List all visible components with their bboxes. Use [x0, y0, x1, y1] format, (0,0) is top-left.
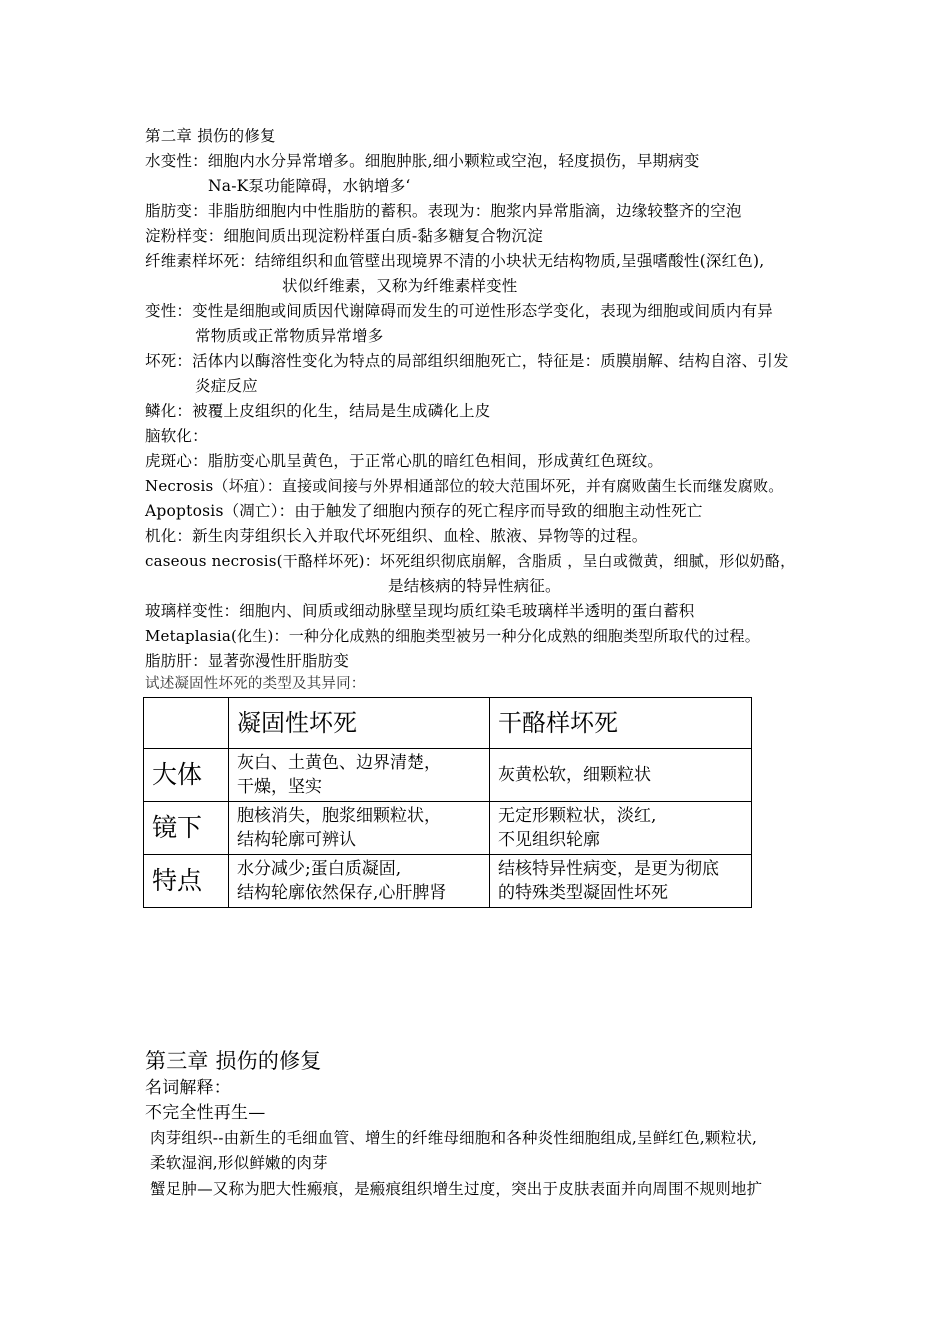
text-line: caseous necrosis(干酪样坏死)：坏死组织彻底崩解，含脂质 ，呈白或微黄，细腻，形似奶酪， [145, 552, 796, 570]
cell-line: 胞核消失，胞浆细颗粒状， [237, 806, 441, 826]
table-row [144, 855, 752, 908]
table-header-cell [144, 698, 229, 749]
text-line: 鳞化：被覆上皮组织的化生，结局是生成磷化上皮 [145, 402, 491, 420]
table-cell [490, 855, 752, 908]
text-line: 脂肪肝：显著弥漫性肝脂肪变 [145, 652, 350, 670]
text-line: 状似纤维素，又称为纤维素样变性 [282, 277, 518, 295]
row-label: 大体 [144, 749, 229, 802]
table-cell [490, 749, 752, 802]
text-line: 炎症反应 [195, 377, 258, 395]
row-label: 镜下 [144, 802, 229, 855]
text-line: 淀粉样变：细胞间质出现淀粉样蛋白质-黏多糖复合物沉淀 [145, 227, 543, 245]
terms-subtitle: 名词解释： [145, 1078, 231, 1098]
text-line: 脂肪变：非脂肪细胞内中性脂肪的蓄积。表现为：胞浆内异常脂滴，边缘较整齐的空泡 [145, 202, 742, 220]
cell-line: 无定形颗粒状，淡红, [498, 806, 657, 826]
table-header-row [144, 698, 752, 749]
text-line: 脑软化： [145, 427, 208, 445]
chapter2-heading: 第二章 损伤的修复 [145, 127, 276, 145]
table-cell [490, 802, 752, 855]
text-line: Apoptosis（凋亡）：由于触发了细胞内预存的死亡程序而导致的细胞主动性死亡 [145, 502, 703, 520]
cell-line: 灰黄松软，细颗粒状 [498, 765, 651, 785]
text-line: Metaplasia(化生)：一种分化成熟的细胞类型被另一种分化成熟的细胞类型所取代的过程。 [145, 627, 760, 645]
text-line: 坏死：活体内以酶溶性变化为特点的局部组织细胞死亡，特征是：质膜崩解、结构自溶、引发 [145, 352, 789, 370]
text-line: 变性：变性是细胞或间质因代谢障碍而发生的可逆性形态学变化，表现为细胞或间质内有异 [145, 302, 774, 320]
table-row [144, 802, 752, 855]
text-line: 玻璃样变性：细胞内、间质或细动脉壁呈现均质红染毛玻璃样半透明的蛋白蓄积 [145, 602, 695, 620]
text-line: 柔软湿润,形似鲜嫩的肉芽 [150, 1154, 328, 1172]
text-line: Na-K泵功能障碍，水钠增多‘ [208, 177, 411, 195]
cell-line: 灰白、土黄色、边界清楚， [237, 753, 441, 773]
table-cell [229, 802, 490, 855]
chapter3-heading: 第三章 损伤的修复 [145, 1049, 322, 1073]
text-line: 纤维素样坏死：结缔组织和血管壁出现境界不清的小块状无结构物质,呈强嗜酸性(深红色), [145, 252, 765, 270]
text-line: 不完全性再生— [145, 1103, 266, 1123]
text-line: 蟹足肿—又称为肥大性瘢痕，是瘢痕组织增生过度，突出于皮肤表面并向周围不规则地扩 [150, 1180, 763, 1198]
table-header-cell: 凝固性坏死 [229, 698, 490, 749]
table-cell [229, 855, 490, 908]
cell-line: 不见组织轮廓 [498, 830, 600, 850]
cell-line: 结构轮廓依然保存,心肝脾肾 [237, 883, 447, 903]
comparison-table [143, 697, 752, 908]
text-line: 常物质或正常物质异常增多 [195, 327, 384, 345]
text-line: 是结核病的特异性病征。 [388, 577, 561, 595]
text-line: 水变性：细胞内水分异常增多。细胞肿胀,细小颗粒或空泡，轻度损伤，早期病变 [145, 152, 700, 170]
cell-line: 结构轮廓可辨认 [237, 830, 356, 850]
row-label: 特点 [144, 855, 229, 908]
text-line: 虎斑心：脂肪变心肌呈黄色，于正常心肌的暗红色相间，形成黄红色斑纹。 [145, 452, 664, 470]
text-line: Necrosis（坏疽）：直接或间接与外界相通部位的较大范围坏死，并有腐败菌生长而继发腐败。 [145, 477, 784, 495]
cell-line: 结核特异性病变，是更为彻底 [498, 859, 719, 879]
cell-line: 干燥，坚实 [237, 777, 322, 797]
cell-line: 的特殊类型凝固性坏死 [498, 883, 668, 903]
question-text: 试述凝固性坏死的类型及其异同： [145, 676, 366, 692]
table-cell [229, 749, 490, 802]
table-row [144, 749, 752, 802]
cell-line: 水分减少;蛋白质凝固, [237, 859, 402, 879]
text-line: 机化：新生肉芽组织长入并取代坏死组织、血栓、脓液、异物等的过程。 [145, 527, 648, 545]
table-header-cell: 干酪样坏死 [490, 698, 752, 749]
text-line: 肉芽组织--由新生的毛细血管、增生的纤维母细胞和各种炎性细胞组成,呈鲜红色,颗粒状, [150, 1129, 758, 1147]
